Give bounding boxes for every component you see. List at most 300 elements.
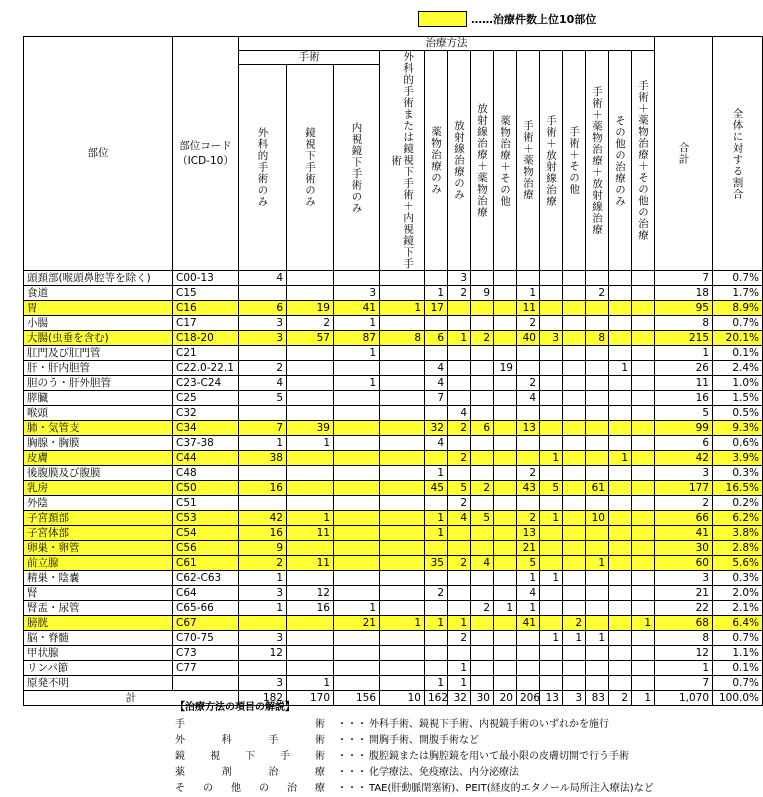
value-cell <box>380 406 425 421</box>
value-cell <box>517 496 540 511</box>
value-cell <box>586 316 609 331</box>
totals-ratio-cell: 100.0% <box>713 691 763 706</box>
value-cell <box>448 391 471 406</box>
value-cell: 1 <box>334 601 380 616</box>
value-cell: 3 <box>239 631 287 646</box>
value-cell <box>471 496 494 511</box>
value-cell <box>517 271 540 286</box>
ratio-cell: 0.5% <box>713 406 763 421</box>
value-cell: 35 <box>425 556 448 571</box>
value-cell: 2 <box>448 421 471 436</box>
value-cell <box>287 391 334 406</box>
value-cell: 57 <box>287 331 334 346</box>
table-row <box>24 496 763 511</box>
value-cell: 2 <box>448 451 471 466</box>
ratio-cell: 1.5% <box>713 391 763 406</box>
value-cell <box>380 361 425 376</box>
value-cell <box>609 331 632 346</box>
note-desc: 開胸手術、開腹手術など <box>369 735 479 746</box>
site-cell: 膀胱 <box>24 616 173 631</box>
value-cell <box>471 646 494 661</box>
value-cell: 2 <box>471 331 494 346</box>
total-cell: 3 <box>655 571 713 586</box>
value-cell: 7 <box>239 421 287 436</box>
table-row <box>24 466 763 481</box>
value-cell <box>563 286 586 301</box>
value-cell <box>425 451 448 466</box>
value-cell <box>540 376 563 391</box>
value-cell <box>380 271 425 286</box>
note-desc: 腹腔鏡または胸腔鏡を用いて最小限の皮膚切開で行う手術 <box>369 751 629 762</box>
value-cell <box>563 481 586 496</box>
value-cell <box>563 646 586 661</box>
value-cell: 1 <box>517 571 540 586</box>
value-cell: 3 <box>239 331 287 346</box>
note-dots: ・・・ <box>337 719 367 730</box>
code-cell: C50 <box>173 481 239 496</box>
site-cell: 原発不明 <box>24 676 173 691</box>
header-col-label: 鏡視下手術のみ <box>304 127 317 208</box>
value-cell <box>494 316 517 331</box>
value-cell: 1 <box>586 556 609 571</box>
value-cell <box>380 346 425 361</box>
value-cell <box>425 571 448 586</box>
header-col-0 <box>239 65 287 271</box>
value-cell <box>448 586 471 601</box>
total-cell: 16 <box>655 391 713 406</box>
value-cell: 11 <box>287 526 334 541</box>
value-cell <box>380 571 425 586</box>
value-cell <box>540 316 563 331</box>
code-cell: C25 <box>173 391 239 406</box>
value-cell: 1 <box>239 436 287 451</box>
totals-value-cell: 2 <box>609 691 632 706</box>
value-cell: 1 <box>563 631 586 646</box>
value-cell: 16 <box>239 481 287 496</box>
ratio-cell: 8.9% <box>713 301 763 316</box>
value-cell <box>494 646 517 661</box>
value-cell: 1 <box>287 511 334 526</box>
value-cell <box>334 451 380 466</box>
value-cell <box>287 571 334 586</box>
value-cell <box>471 541 494 556</box>
value-cell <box>609 556 632 571</box>
notes <box>175 700 654 797</box>
value-cell <box>334 271 380 286</box>
value-cell <box>632 556 655 571</box>
site-cell: 小腸 <box>24 316 173 331</box>
ratio-cell: 2.1% <box>713 601 763 616</box>
value-cell: 2 <box>448 556 471 571</box>
site-cell: 胆のう・肝外胆管 <box>24 376 173 391</box>
value-cell <box>609 271 632 286</box>
value-cell <box>287 616 334 631</box>
value-cell: 1 <box>425 466 448 481</box>
value-cell <box>609 376 632 391</box>
value-cell: 1 <box>380 301 425 316</box>
value-cell <box>239 406 287 421</box>
table-row <box>24 451 763 466</box>
value-cell <box>563 451 586 466</box>
value-cell <box>632 271 655 286</box>
table-row <box>24 286 763 301</box>
site-cell: 膵臓 <box>24 391 173 406</box>
value-cell: 4 <box>448 511 471 526</box>
value-cell: 1 <box>540 511 563 526</box>
table-row <box>24 676 763 691</box>
value-cell <box>609 511 632 526</box>
value-cell: 1 <box>609 361 632 376</box>
value-cell <box>586 271 609 286</box>
value-cell <box>632 586 655 601</box>
value-cell <box>632 646 655 661</box>
header-ratio: 全体に対する割合 <box>713 37 763 271</box>
value-cell: 4 <box>239 376 287 391</box>
value-cell <box>609 301 632 316</box>
value-cell: 2 <box>287 316 334 331</box>
value-cell: 1 <box>540 571 563 586</box>
value-cell <box>448 646 471 661</box>
table-row <box>24 346 763 361</box>
header-col-label: 放射線治療のみ <box>453 120 466 201</box>
value-cell <box>586 466 609 481</box>
value-cell: 5 <box>448 481 471 496</box>
site-cell: 肝・肝内胆管 <box>24 361 173 376</box>
value-cell <box>586 616 609 631</box>
value-cell: 2 <box>586 286 609 301</box>
value-cell <box>471 316 494 331</box>
total-cell: 1 <box>655 346 713 361</box>
total-cell: 60 <box>655 556 713 571</box>
total-cell: 6 <box>655 436 713 451</box>
note-dots: ・・・ <box>337 767 367 778</box>
site-cell: 卵巣・卵管 <box>24 541 173 556</box>
value-cell: 1 <box>448 676 471 691</box>
value-cell <box>334 511 380 526</box>
total-cell: 22 <box>655 601 713 616</box>
total-cell: 68 <box>655 616 713 631</box>
value-cell <box>239 616 287 631</box>
ratio-cell: 0.7% <box>713 316 763 331</box>
value-cell <box>380 646 425 661</box>
value-cell: 16 <box>287 601 334 616</box>
value-cell <box>632 571 655 586</box>
code-cell: C23-C24 <box>173 376 239 391</box>
value-cell <box>471 391 494 406</box>
value-cell <box>494 676 517 691</box>
value-cell <box>287 361 334 376</box>
site-cell: 胃 <box>24 301 173 316</box>
value-cell <box>632 526 655 541</box>
value-cell: 1 <box>540 451 563 466</box>
value-cell <box>494 406 517 421</box>
totals-value-cell: 20 <box>494 691 517 706</box>
header-col-label: 放射線治療＋薬物治療 <box>476 103 489 218</box>
value-cell <box>380 631 425 646</box>
value-cell <box>517 451 540 466</box>
code-cell: C64 <box>173 586 239 601</box>
value-cell <box>632 286 655 301</box>
header-site: 部位 <box>24 37 173 271</box>
value-cell: 12 <box>287 586 334 601</box>
total-cell: 95 <box>655 301 713 316</box>
total-cell: 8 <box>655 631 713 646</box>
value-cell <box>517 631 540 646</box>
value-cell <box>494 631 517 646</box>
legend-text: ‥‥‥治療件数上位10部位 <box>471 13 597 26</box>
value-cell <box>609 676 632 691</box>
value-cell <box>448 571 471 586</box>
value-cell <box>632 406 655 421</box>
code-cell <box>173 676 239 691</box>
code-cell: C67 <box>173 616 239 631</box>
value-cell <box>471 466 494 481</box>
value-cell <box>380 436 425 451</box>
value-cell <box>586 391 609 406</box>
value-cell <box>632 466 655 481</box>
value-cell <box>471 271 494 286</box>
total-cell: 12 <box>655 646 713 661</box>
table-row <box>24 481 763 496</box>
value-cell <box>632 601 655 616</box>
value-cell <box>425 496 448 511</box>
code-cell: C51 <box>173 496 239 511</box>
header-col-6 <box>471 51 494 271</box>
value-cell: 41 <box>517 616 540 631</box>
code-cell: C17 <box>173 316 239 331</box>
ratio-cell: 2.0% <box>713 586 763 601</box>
total-cell: 42 <box>655 451 713 466</box>
value-cell <box>494 451 517 466</box>
value-cell <box>287 346 334 361</box>
value-cell <box>517 646 540 661</box>
value-cell <box>471 526 494 541</box>
total-cell: 99 <box>655 421 713 436</box>
value-cell <box>287 466 334 481</box>
totals-label: 計 <box>24 691 239 706</box>
value-cell <box>287 646 334 661</box>
note-term: 手 術 <box>175 719 325 730</box>
value-cell: 4 <box>517 391 540 406</box>
totals-value-cell: 1 <box>632 691 655 706</box>
value-cell <box>334 496 380 511</box>
value-cell <box>334 661 380 676</box>
header-col-label: 手術＋薬物治療 <box>522 120 535 201</box>
value-cell <box>425 631 448 646</box>
site-cell: 外陰 <box>24 496 173 511</box>
value-cell <box>563 661 586 676</box>
value-cell <box>494 376 517 391</box>
value-cell <box>563 391 586 406</box>
value-cell <box>563 406 586 421</box>
table-row <box>24 271 763 286</box>
value-cell: 32 <box>425 421 448 436</box>
value-cell <box>609 466 632 481</box>
value-cell <box>586 376 609 391</box>
value-cell <box>586 601 609 616</box>
value-cell: 4 <box>517 586 540 601</box>
value-cell <box>563 361 586 376</box>
value-cell <box>609 601 632 616</box>
value-cell <box>540 271 563 286</box>
ratio-cell: 6.2% <box>713 511 763 526</box>
site-cell: 脳・脊髄 <box>24 631 173 646</box>
table-row <box>24 616 763 631</box>
value-cell <box>563 676 586 691</box>
value-cell: 12 <box>239 646 287 661</box>
value-cell: 2 <box>239 361 287 376</box>
value-cell <box>287 541 334 556</box>
value-cell <box>425 601 448 616</box>
value-cell <box>632 541 655 556</box>
value-cell <box>334 646 380 661</box>
totals-value-cell: 30 <box>471 691 494 706</box>
header-col-10 <box>563 51 586 271</box>
value-cell <box>448 316 471 331</box>
ratio-cell: 16.5% <box>713 481 763 496</box>
site-cell: 頭頚部(喉頭鼻腔等を除く) <box>24 271 173 286</box>
header-col-label: 手術＋放射線治療 <box>545 114 558 207</box>
value-cell <box>540 661 563 676</box>
value-cell: 2 <box>448 631 471 646</box>
value-cell <box>609 391 632 406</box>
value-cell <box>425 316 448 331</box>
note-desc: TAE(肝動脈閉塞術)、PEIT(経皮的エタノール局所注入療法)など <box>369 783 654 794</box>
value-cell <box>334 571 380 586</box>
totals-value-cell: 10 <box>380 691 425 706</box>
value-cell <box>380 601 425 616</box>
value-cell <box>563 541 586 556</box>
value-cell: 5 <box>239 391 287 406</box>
value-cell <box>494 526 517 541</box>
totals-value-cell: 206 <box>517 691 540 706</box>
value-cell: 2 <box>471 601 494 616</box>
table-row <box>24 361 763 376</box>
value-cell <box>517 346 540 361</box>
value-cell: 40 <box>517 331 540 346</box>
value-cell: 9 <box>239 541 287 556</box>
value-cell <box>563 301 586 316</box>
value-cell <box>586 436 609 451</box>
code-cell: C00-13 <box>173 271 239 286</box>
header-col-7 <box>494 51 517 271</box>
value-cell <box>609 316 632 331</box>
value-cell: 10 <box>586 511 609 526</box>
ratio-cell: 0.3% <box>713 571 763 586</box>
value-cell <box>334 421 380 436</box>
table-row <box>24 571 763 586</box>
value-cell <box>448 301 471 316</box>
ratio-cell: 0.1% <box>713 346 763 361</box>
value-cell <box>540 586 563 601</box>
totals-total-cell: 1,070 <box>655 691 713 706</box>
total-cell: 215 <box>655 331 713 346</box>
value-cell <box>632 346 655 361</box>
total-cell: 177 <box>655 481 713 496</box>
value-cell <box>563 346 586 361</box>
value-cell <box>287 496 334 511</box>
value-cell <box>448 541 471 556</box>
totals-value-cell: 83 <box>586 691 609 706</box>
value-cell <box>609 661 632 676</box>
header-col-8 <box>517 51 540 271</box>
code-cell: C22.0-22.1 <box>173 361 239 376</box>
ratio-cell: 3.8% <box>713 526 763 541</box>
value-cell <box>287 286 334 301</box>
total-cell: 1 <box>655 661 713 676</box>
site-cell: 後腹膜及び腹膜 <box>24 466 173 481</box>
value-cell <box>632 451 655 466</box>
value-cell <box>425 661 448 676</box>
value-cell <box>380 496 425 511</box>
value-cell: 1 <box>586 631 609 646</box>
value-cell <box>563 526 586 541</box>
value-cell: 2 <box>517 316 540 331</box>
value-cell <box>563 376 586 391</box>
table-row <box>24 556 763 571</box>
notes-title: 【治療方法の項目の解説】 <box>175 702 295 713</box>
value-cell <box>287 271 334 286</box>
header-col-label: 外科的手術または鏡視下手術＋内視鏡下手術 <box>390 51 415 270</box>
value-cell <box>494 586 517 601</box>
value-cell: 13 <box>517 421 540 436</box>
value-cell: 1 <box>448 661 471 676</box>
value-cell <box>632 331 655 346</box>
site-cell: 乳房 <box>24 481 173 496</box>
value-cell <box>586 451 609 466</box>
totals-value-cell: 156 <box>334 691 380 706</box>
value-cell <box>563 436 586 451</box>
table-row <box>24 526 763 541</box>
header-col-label: 手術＋その他 <box>568 126 581 195</box>
value-cell <box>540 616 563 631</box>
value-cell: 61 <box>586 481 609 496</box>
legend-swatch <box>418 11 467 27</box>
total-cell: 26 <box>655 361 713 376</box>
table-row <box>24 436 763 451</box>
treatment-table <box>23 36 763 706</box>
value-cell <box>586 646 609 661</box>
ratio-cell: 0.7% <box>713 631 763 646</box>
value-cell <box>632 481 655 496</box>
value-cell <box>334 391 380 406</box>
note-term: そ の 他 の 治 療 <box>175 783 325 794</box>
value-cell <box>380 661 425 676</box>
value-cell <box>380 676 425 691</box>
code-cell: C56 <box>173 541 239 556</box>
header-treatment-group: 治療方法 <box>239 37 655 51</box>
ratio-cell: 1.7% <box>713 286 763 301</box>
value-cell <box>471 436 494 451</box>
value-cell <box>540 646 563 661</box>
ratio-cell: 0.7% <box>713 271 763 286</box>
site-cell: 腎盂・尿管 <box>24 601 173 616</box>
value-cell <box>425 346 448 361</box>
value-cell: 3 <box>334 286 380 301</box>
totals-value-cell: 182 <box>239 691 287 706</box>
note-term: 外 科 手 術 <box>175 735 325 746</box>
value-cell <box>380 421 425 436</box>
value-cell <box>239 346 287 361</box>
ratio-cell: 5.6% <box>713 556 763 571</box>
table-row <box>24 661 763 676</box>
value-cell: 1 <box>425 286 448 301</box>
site-cell: 喉頭 <box>24 406 173 421</box>
value-cell <box>609 436 632 451</box>
value-cell <box>632 436 655 451</box>
header-col-label: 手術＋薬物治療＋放射線治療 <box>591 85 604 236</box>
totals-value-cell: 3 <box>563 691 586 706</box>
